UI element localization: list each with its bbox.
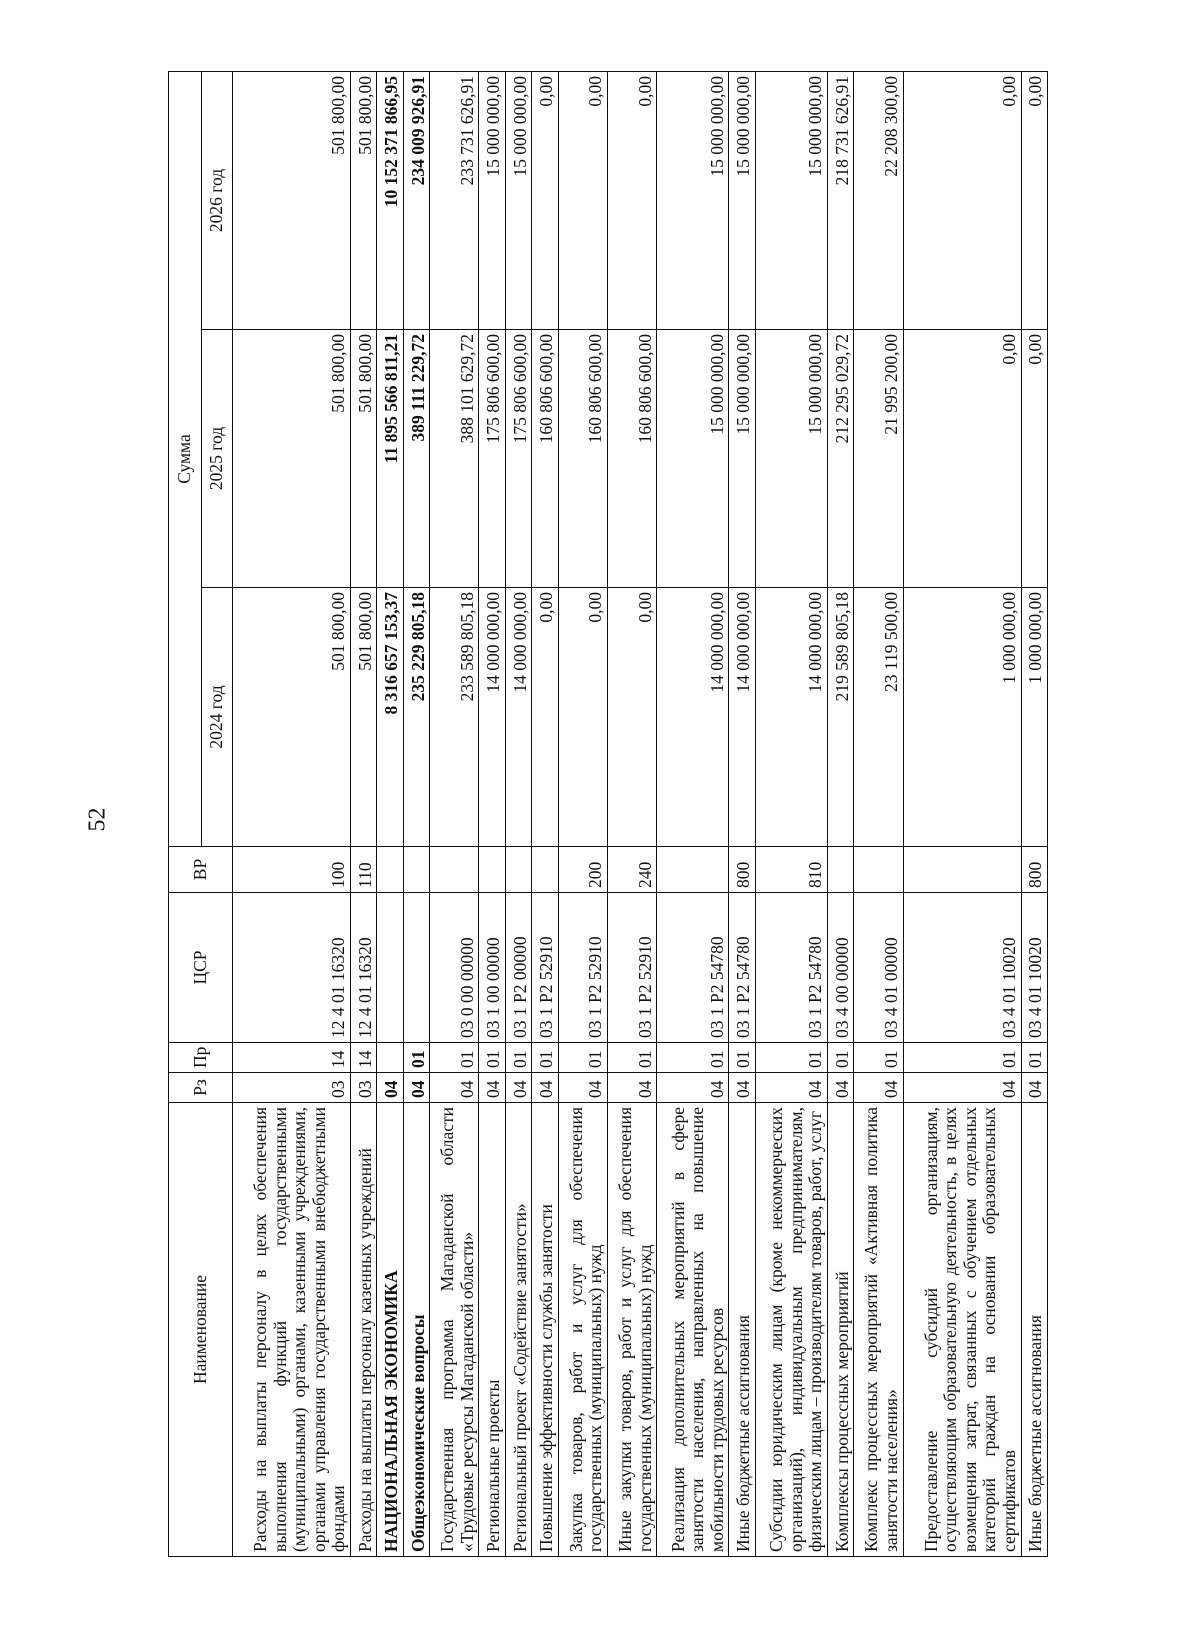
cell-pr: 01 [854, 1043, 903, 1073]
cell-rz: 04 [657, 1073, 729, 1103]
cell-vr [854, 847, 903, 893]
cell-csr: 03 1 00 00000 [479, 893, 505, 1043]
cell-rz: 04 [403, 1073, 429, 1103]
table-row [607, 71, 656, 1556]
cell-csr: 03 4 00 00000 [827, 893, 853, 1043]
header-name: Наименование [169, 1103, 233, 1557]
cell-csr [403, 893, 429, 1043]
table-row [729, 71, 755, 1556]
cell-pr: 01 [505, 1043, 531, 1073]
table-row [430, 71, 479, 1556]
cell-y2026: 15 000 000,00 [755, 71, 827, 329]
table-row [479, 71, 505, 1556]
cell-y2025: 175 806 600,00 [505, 330, 531, 588]
cell-y2025: 15 000 000,00 [657, 330, 729, 588]
table-row [403, 71, 429, 1556]
cell-vr [479, 847, 505, 893]
cell-pr: 01 [430, 1043, 479, 1073]
cell-y2026: 10 152 371 866,95 [377, 71, 403, 329]
cell-pr [377, 1043, 403, 1073]
cell-rz: 04 [854, 1073, 903, 1103]
cell-name: Региональный проект «Содействие занятости» [505, 1103, 531, 1557]
cell-rz: 04 [479, 1073, 505, 1103]
cell-y2024: 501 800,00 [233, 588, 351, 847]
cell-name: Комплекс процессных мероприятий «Активная политика занятости населения» [854, 1103, 903, 1557]
cell-y2026: 218 731 626,91 [827, 71, 853, 329]
cell-vr: 800 [729, 847, 755, 893]
cell-vr: 200 [558, 847, 607, 893]
cell-vr [430, 847, 479, 893]
cell-rz: 04 [505, 1073, 531, 1103]
cell-name: Региональные проекты [479, 1103, 505, 1557]
cell-y2026: 0,00 [532, 71, 558, 329]
cell-rz: 03 [233, 1073, 351, 1103]
cell-csr: 03 1 P2 54780 [729, 893, 755, 1043]
cell-y2024: 14 000 000,00 [755, 588, 827, 847]
cell-name: Реализация дополнительных мероприятий в сфере занятости населения, направленных на повышение мобильности трудовых ресурсов [657, 1103, 729, 1557]
cell-pr: 01 [403, 1043, 429, 1073]
rotated-table-container [168, 72, 1048, 1557]
table-row [854, 71, 903, 1556]
cell-vr [377, 847, 403, 893]
cell-rz: 04 [607, 1073, 656, 1103]
cell-y2024: 14 000 000,00 [729, 588, 755, 847]
cell-y2025: 212 295 029,72 [827, 330, 853, 588]
cell-name: Иные бюджетные ассигнования [729, 1103, 755, 1557]
header-2025: 2025 год [202, 330, 233, 588]
table-row [903, 71, 1021, 1556]
table-body [233, 71, 1048, 1556]
cell-rz: 04 [827, 1073, 853, 1103]
cell-vr: 110 [350, 847, 376, 893]
cell-name: Субсидии юридическим лицам (кроме некоммерческих организаций), индивидуальным предпринимателям, физическим лицам – производителям товаров, работ, услуг [755, 1103, 827, 1557]
cell-csr: 03 4 01 10020 [1021, 893, 1048, 1043]
cell-csr: 03 4 01 10020 [903, 893, 1021, 1043]
cell-rz: 04 [532, 1073, 558, 1103]
cell-y2026: 22 208 300,00 [854, 71, 903, 329]
cell-y2025: 501 800,00 [233, 330, 351, 588]
cell-csr: 03 0 00 00000 [430, 893, 479, 1043]
cell-y2026: 15 000 000,00 [729, 71, 755, 329]
cell-pr: 01 [1021, 1043, 1048, 1073]
cell-pr: 01 [903, 1043, 1021, 1073]
cell-csr: 03 1 P2 00000 [505, 893, 531, 1043]
cell-pr: 01 [479, 1043, 505, 1073]
table-row [827, 71, 853, 1556]
cell-y2024: 0,00 [532, 588, 558, 847]
cell-y2024: 1 000 000,00 [1021, 588, 1048, 847]
cell-y2024: 219 589 805,18 [827, 588, 853, 847]
table-row [558, 71, 607, 1556]
cell-y2024: 1 000 000,00 [903, 588, 1021, 847]
cell-vr: 810 [755, 847, 827, 893]
cell-y2026: 0,00 [1021, 71, 1048, 329]
cell-pr: 01 [729, 1043, 755, 1073]
cell-name: Комплексы процессных мероприятий [827, 1103, 853, 1557]
cell-name: Расходы на выплаты персоналу в целях обеспечения выполнения функций государственными (муниципальными) органами, казенными учреждениями, органами управления государственными внебюджетными фондами [233, 1103, 351, 1557]
cell-y2025: 15 000 000,00 [755, 330, 827, 588]
cell-y2026: 15 000 000,00 [479, 71, 505, 329]
cell-rz: 04 [729, 1073, 755, 1103]
cell-rz: 04 [1021, 1073, 1048, 1103]
cell-y2026: 15 000 000,00 [657, 71, 729, 329]
table-row [532, 71, 558, 1556]
cell-y2025: 388 101 629,72 [430, 330, 479, 588]
cell-y2025: 175 806 600,00 [479, 330, 505, 588]
cell-y2024: 0,00 [558, 588, 607, 847]
cell-pr: 01 [607, 1043, 656, 1073]
cell-y2026: 0,00 [558, 71, 607, 329]
cell-name: Общеэкономические вопросы [403, 1103, 429, 1557]
cell-y2025: 0,00 [1021, 330, 1048, 588]
cell-vr [532, 847, 558, 893]
cell-csr: 03 1 P2 52910 [607, 893, 656, 1043]
header-2024: 2024 год [202, 588, 233, 847]
cell-vr: 100 [233, 847, 351, 893]
cell-rz: 04 [755, 1073, 827, 1103]
cell-y2026: 0,00 [607, 71, 656, 329]
header-row [169, 71, 202, 1556]
cell-y2026: 15 000 000,00 [505, 71, 531, 329]
cell-pr: 01 [532, 1043, 558, 1073]
cell-csr: 03 4 01 00000 [854, 893, 903, 1043]
cell-pr: 14 [233, 1043, 351, 1073]
cell-vr [505, 847, 531, 893]
table-row [755, 71, 827, 1556]
cell-csr: 12 4 01 16320 [233, 893, 351, 1043]
cell-rz: 04 [377, 1073, 403, 1103]
cell-csr: 03 1 P2 54780 [657, 893, 729, 1043]
header-rz: Рз [169, 1073, 233, 1103]
cell-y2024: 233 589 805,18 [430, 588, 479, 847]
cell-name: Иные закупки товаров, работ и услуг для обеспечения государственных (муниципальных) нужд [607, 1103, 656, 1557]
table-row [350, 71, 376, 1556]
cell-y2025: 11 895 566 811,21 [377, 330, 403, 588]
cell-y2025: 15 000 000,00 [729, 330, 755, 588]
cell-vr [827, 847, 853, 893]
header-2026: 2026 год [202, 71, 233, 329]
cell-vr [903, 847, 1021, 893]
cell-pr: 01 [827, 1043, 853, 1073]
cell-y2025: 160 806 600,00 [607, 330, 656, 588]
cell-vr [657, 847, 729, 893]
cell-pr: 14 [350, 1043, 376, 1073]
cell-pr: 01 [657, 1043, 729, 1073]
cell-pr: 01 [755, 1043, 827, 1073]
cell-y2024: 14 000 000,00 [479, 588, 505, 847]
table-row [233, 71, 351, 1556]
table-row [1021, 71, 1048, 1556]
cell-y2024: 235 229 805,18 [403, 588, 429, 847]
table-row [505, 71, 531, 1556]
cell-y2024: 501 800,00 [350, 588, 376, 847]
cell-csr: 12 4 01 16320 [350, 893, 376, 1043]
cell-y2025: 160 806 600,00 [558, 330, 607, 588]
cell-y2025: 160 806 600,00 [532, 330, 558, 588]
page-number: 52 [84, 807, 111, 832]
cell-rz: 03 [350, 1073, 376, 1103]
cell-name: Государственная программа Магаданской области «Трудовые ресурсы Магаданской области» [430, 1103, 479, 1557]
cell-y2024: 8 316 657 153,37 [377, 588, 403, 847]
cell-y2026: 0,00 [903, 71, 1021, 329]
cell-y2026: 234 009 926,91 [403, 71, 429, 329]
table-row [377, 71, 403, 1556]
cell-vr [403, 847, 429, 893]
cell-y2026: 501 800,00 [233, 71, 351, 329]
header-vr: ВР [169, 847, 233, 893]
cell-vr: 800 [1021, 847, 1048, 893]
cell-y2024: 23 119 500,00 [854, 588, 903, 847]
header-pr: Пр [169, 1043, 233, 1073]
cell-pr: 01 [558, 1043, 607, 1073]
cell-y2026: 501 800,00 [350, 71, 376, 329]
cell-y2026: 233 731 626,91 [430, 71, 479, 329]
cell-name: Иные бюджетные ассигнования [1021, 1103, 1048, 1557]
cell-name: Закупка товаров, работ и услуг для обеспечения государственных (муниципальных) нужд [558, 1103, 607, 1557]
cell-name: НАЦИОНАЛЬНАЯ ЭКОНОМИКА [377, 1103, 403, 1557]
budget-table [168, 71, 1048, 1557]
cell-y2025: 0,00 [903, 330, 1021, 588]
cell-csr: 03 1 P2 52910 [558, 893, 607, 1043]
cell-name: Предоставление субсидий организациям, осуществляющим образовательную деятельность, в целях возмещения затрат, связанных с обучением отдельных категорий граждан на основании образовательных сертификатов [903, 1103, 1021, 1557]
cell-csr: 03 1 P2 52910 [532, 893, 558, 1043]
cell-vr: 240 [607, 847, 656, 893]
table-row [657, 71, 729, 1556]
cell-rz: 04 [558, 1073, 607, 1103]
cell-name: Повышение эффективности службы занятости [532, 1103, 558, 1557]
cell-y2024: 14 000 000,00 [657, 588, 729, 847]
cell-rz: 04 [430, 1073, 479, 1103]
cell-csr: 03 1 P2 54780 [755, 893, 827, 1043]
header-csr: ЦСР [169, 893, 233, 1043]
cell-y2024: 14 000 000,00 [505, 588, 531, 847]
cell-y2025: 501 800,00 [350, 330, 376, 588]
cell-csr [377, 893, 403, 1043]
cell-y2025: 21 995 200,00 [854, 330, 903, 588]
cell-y2025: 389 111 229,72 [403, 330, 429, 588]
header-sum: Сумма [169, 71, 202, 846]
cell-name: Расходы на выплаты персоналу казенных учреждений [350, 1103, 376, 1557]
cell-rz: 04 [903, 1073, 1021, 1103]
cell-y2024: 0,00 [607, 588, 656, 847]
